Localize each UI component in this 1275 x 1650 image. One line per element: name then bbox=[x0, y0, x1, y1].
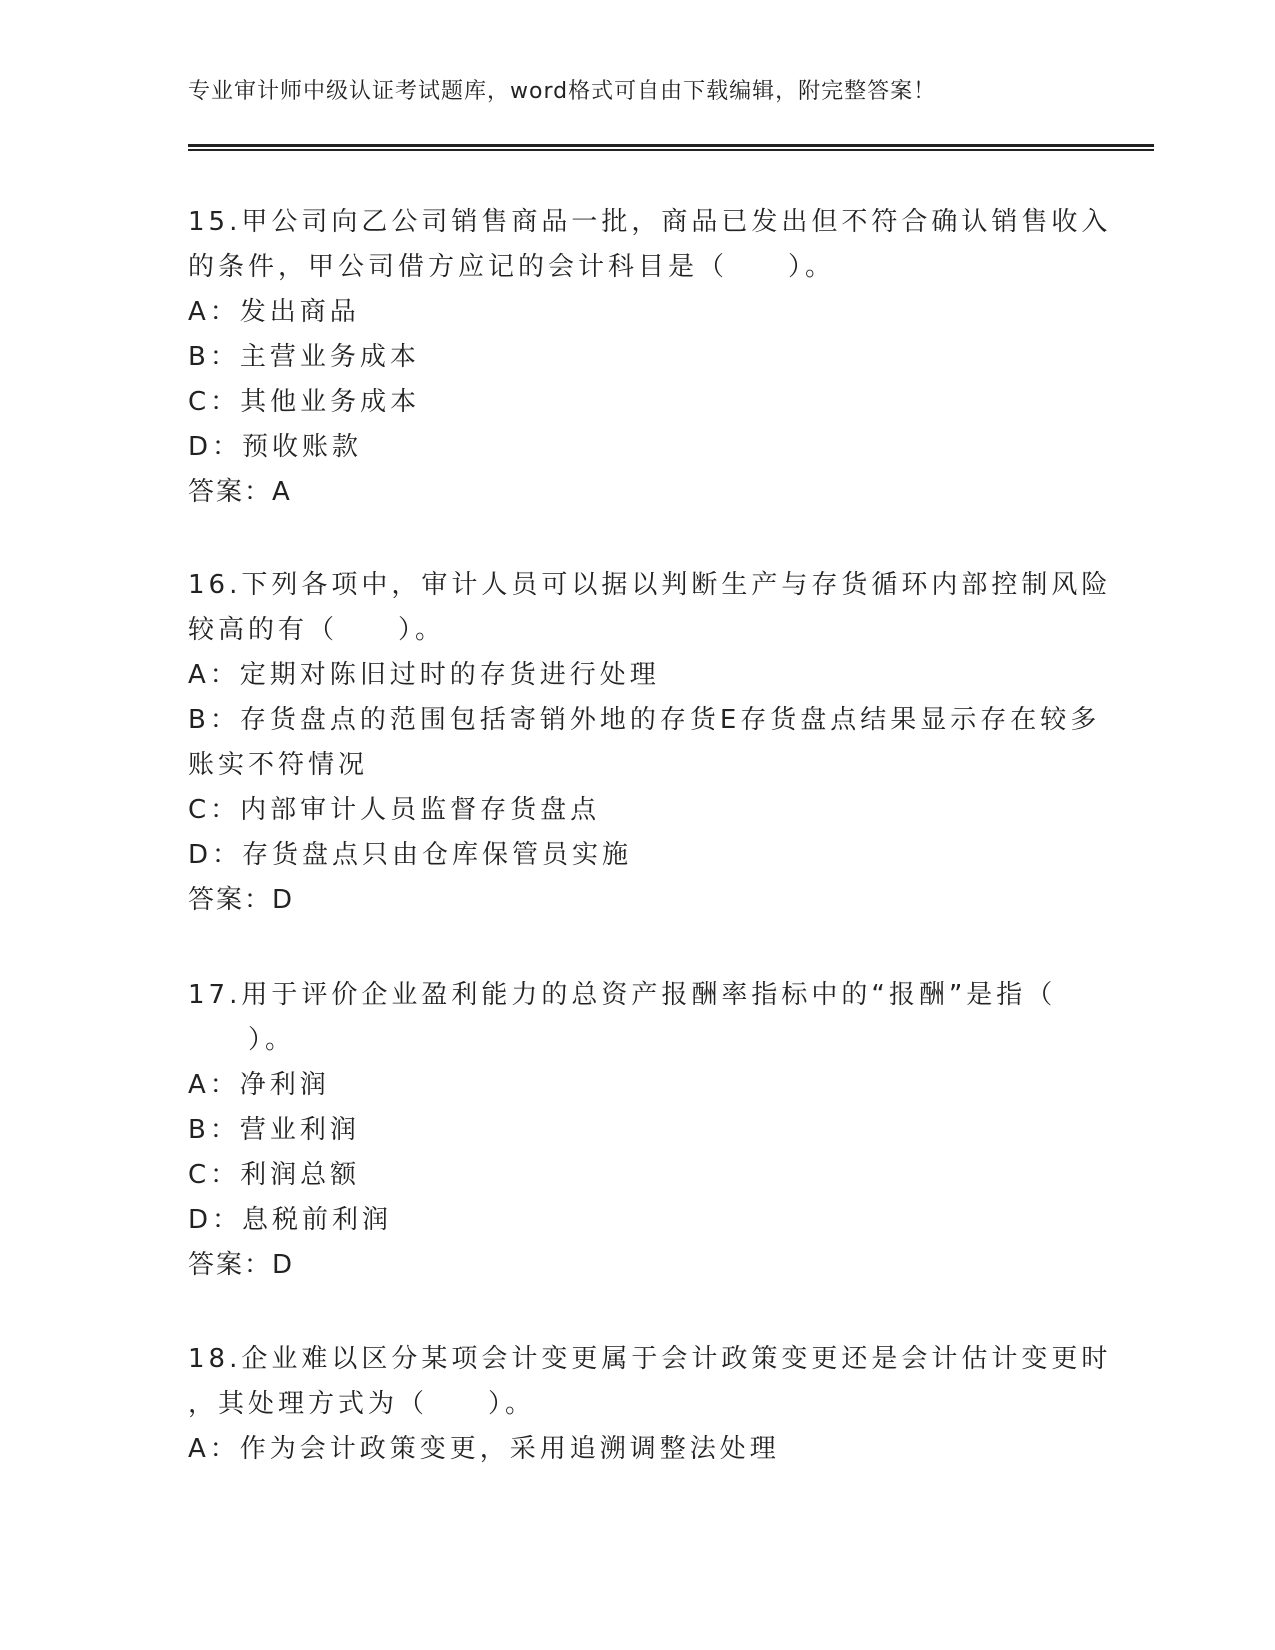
option-a: A：净利润 bbox=[188, 1070, 330, 1100]
answer: 答案：A bbox=[188, 477, 292, 507]
header-rule bbox=[188, 144, 1154, 147]
answer: 答案：D bbox=[188, 1250, 295, 1280]
option-b: B：主营业务成本 bbox=[188, 342, 420, 372]
answer: 答案：D bbox=[188, 885, 295, 915]
question-stem: 18.企业难以区分某项会计变更属于会计政策变更还是会计估计变更时 bbox=[188, 1344, 1112, 1374]
question-stem: 较高的有（ ）。 bbox=[188, 615, 446, 645]
question-17 bbox=[188, 973, 1088, 1288]
question-16 bbox=[188, 563, 1112, 923]
question-stem: 16.下列各项中，审计人员可以据以判断生产与存货循环内部控制风险 bbox=[188, 570, 1112, 600]
question-stem: 的条件，甲公司借方应记的会计科目是（ ）。 bbox=[188, 252, 836, 282]
option-d: D：预收账款 bbox=[188, 432, 363, 462]
question-stem: 17.用于评价企业盈利能力的总资产报酬率指标中的“报酬”是指（ bbox=[188, 980, 1057, 1010]
option-a: A：作为会计政策变更，采用追溯调整法处理 bbox=[188, 1434, 780, 1464]
option-a: A：发出商品 bbox=[188, 297, 360, 327]
option-d: D：息税前利润 bbox=[188, 1205, 393, 1235]
option-b: B：营业利润 bbox=[188, 1115, 360, 1145]
option-b-continued: 账实不符情况 bbox=[188, 750, 369, 780]
option-d: D：存货盘点只由仓库保管员实施 bbox=[188, 840, 633, 870]
question-18 bbox=[188, 1337, 1112, 1472]
question-15 bbox=[188, 200, 1112, 515]
option-c: C：内部审计人员监督存货盘点 bbox=[188, 795, 601, 825]
question-stem: 15.甲公司向乙公司销售商品一批，商品已发出但不符合确认销售收入 bbox=[188, 207, 1112, 237]
question-stem: ）。 bbox=[188, 1025, 296, 1055]
page-header: 专业审计师中级认证考试题库，word格式可自由下载编辑，附完整答案！ bbox=[188, 79, 937, 104]
option-c: C：利润总额 bbox=[188, 1160, 361, 1190]
question-stem: ，其处理方式为（ ）。 bbox=[188, 1389, 536, 1419]
option-c: C：其他业务成本 bbox=[188, 387, 421, 417]
option-a: A：定期对陈旧过时的存货进行处理 bbox=[188, 660, 660, 690]
header-rule bbox=[188, 149, 1154, 151]
option-b: B：存货盘点的范围包括寄销外地的存货E存货盘点结果显示存在较多 bbox=[188, 705, 1101, 735]
